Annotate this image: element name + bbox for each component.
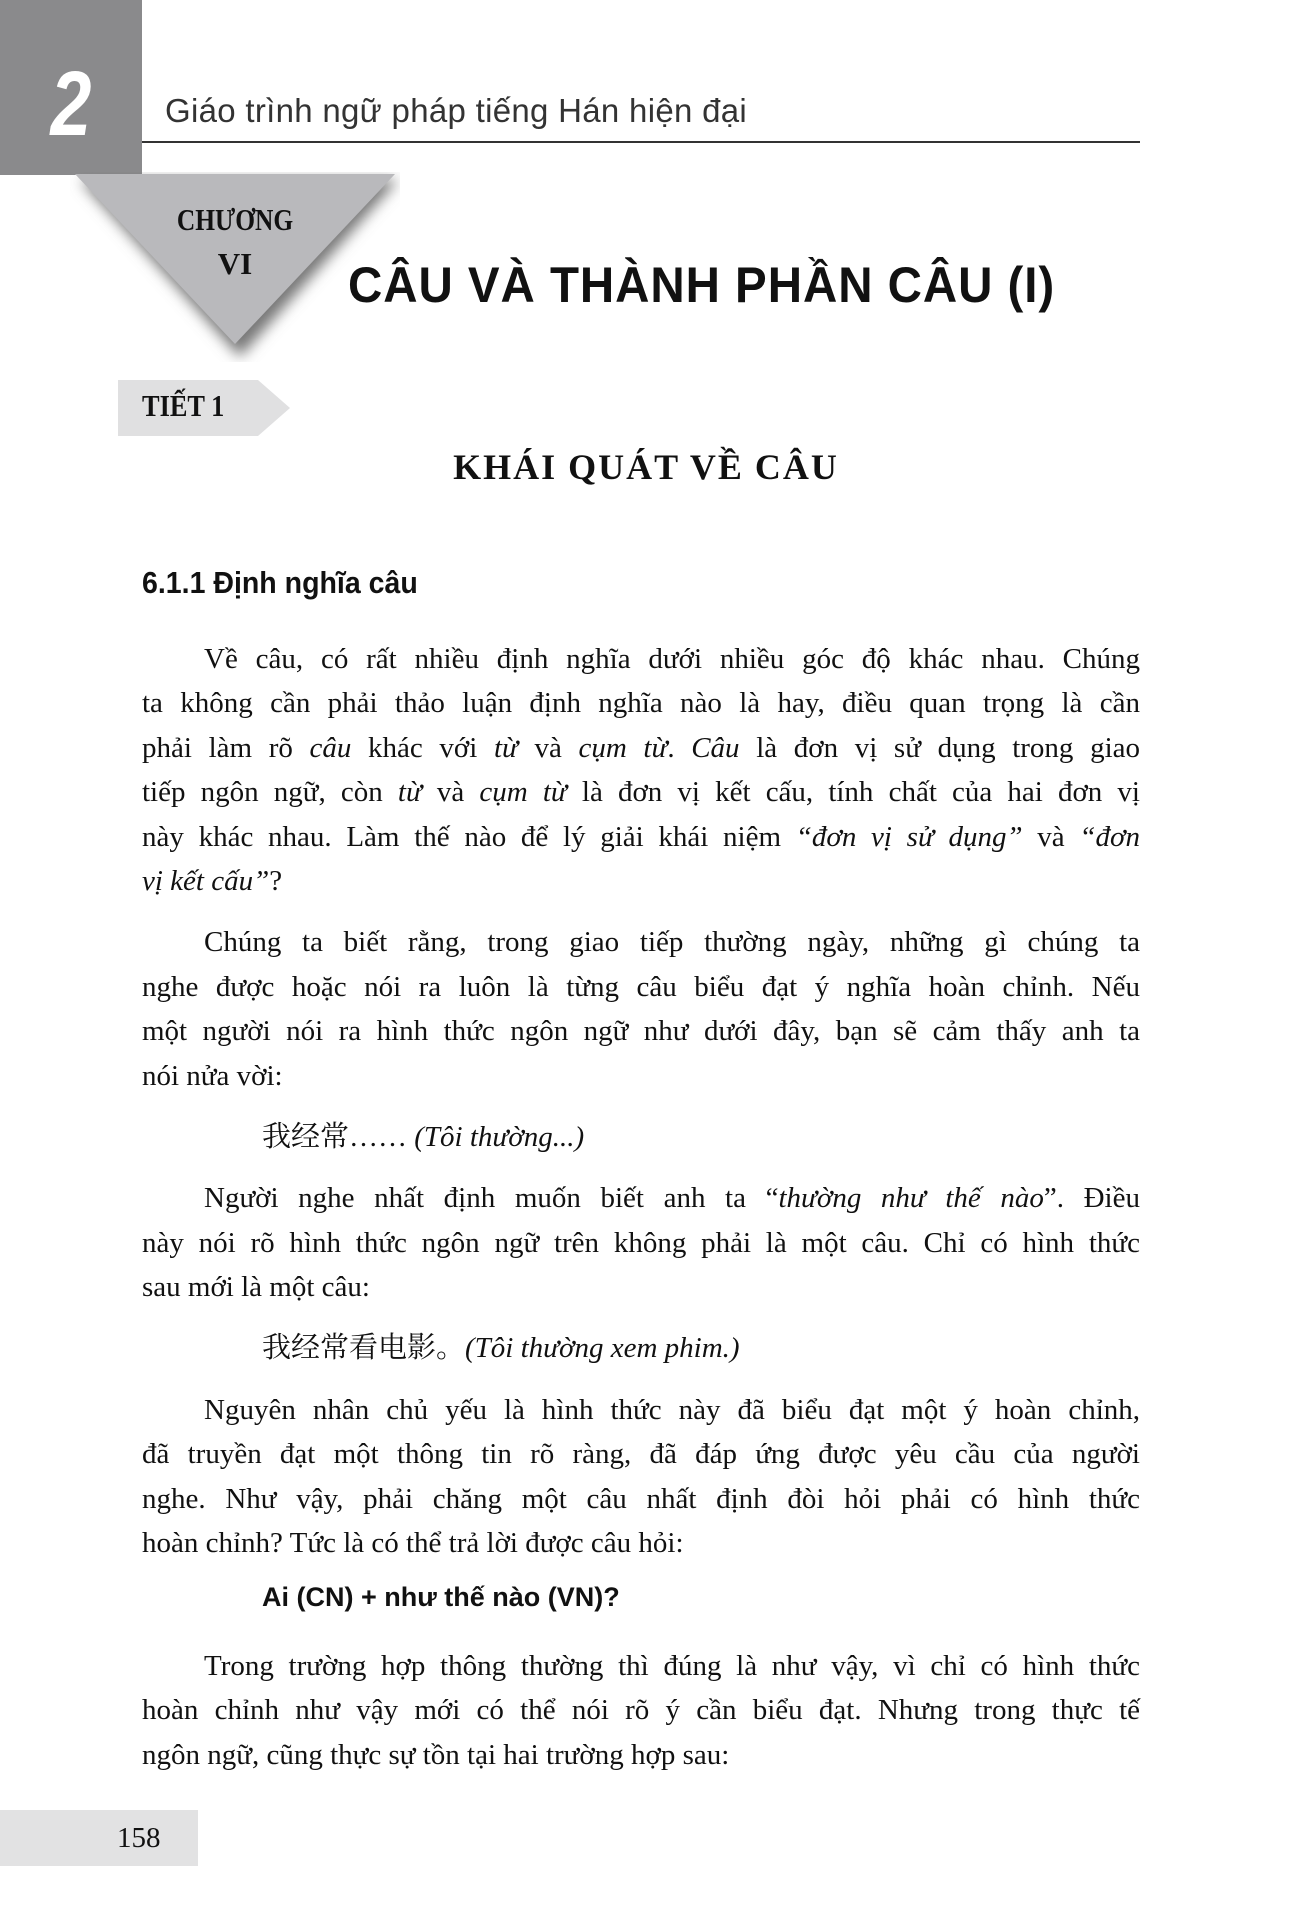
italic-text: “đơn vị sử dụng”	[795, 820, 1023, 853]
italic-text: vị kết cấu”	[142, 864, 270, 897]
text-run: ngôn ngữ, cũng thực sự tồn tại hai trường hợp sau:	[142, 1738, 730, 1771]
text-line	[142, 920, 1140, 964]
text-run: và	[421, 776, 480, 809]
text-run: này khác nhau. Làm thế nào để lý giải khái niệm	[142, 820, 796, 853]
text-run: là đơn vị kết cấu, tính chất của hai đơn vị	[566, 776, 1140, 809]
chapter-number: VI	[217, 246, 253, 281]
page-number: 158	[117, 1822, 161, 1854]
text-run: một người nói ra hình thức ngôn ngữ như dưới đây, bạn sẽ cảm thấy anh ta	[142, 1015, 1140, 1048]
text-line	[142, 1221, 1140, 1265]
subsection-heading: 6.1.1 Định nghĩa câu	[142, 565, 418, 600]
text-line	[142, 1477, 1140, 1521]
text-run: và	[1022, 820, 1080, 853]
text-line	[142, 726, 1140, 770]
text-line	[142, 1176, 1140, 1220]
text-run: này nói rõ hình thức ngôn ngữ trên không phải là một câu. Chỉ có hình thức	[142, 1226, 1140, 1259]
italic-text: (Tôi thường xem phim.)	[465, 1332, 740, 1365]
italic-text: Câu	[691, 731, 740, 764]
italic-text: (Tôi thường...)	[414, 1120, 585, 1153]
text-line	[142, 681, 1140, 725]
text-line	[142, 1644, 1140, 1688]
text-run: nói nửa vời:	[142, 1059, 283, 1092]
text-run: sau mới là một câu:	[142, 1271, 370, 1304]
example-sentence	[142, 1115, 1140, 1159]
book-number: 2	[50, 53, 92, 155]
text-run: Chúng ta biết rằng, trong giao tiếp thường ngày, những gì chúng ta	[204, 926, 1140, 959]
paragraph	[142, 1644, 1140, 1777]
paragraph	[142, 920, 1140, 1098]
italic-text: cụm từ	[479, 776, 567, 809]
text-line	[142, 770, 1140, 814]
chapter-title: CÂU VÀ THÀNH PHẦN CÂU (I)	[348, 257, 1056, 313]
italic-text: thường như thế nào	[778, 1182, 1044, 1215]
text-line	[142, 965, 1140, 1009]
text-run: 我经常看电影。	[262, 1332, 466, 1365]
italic-text: từ	[493, 731, 518, 764]
text-line	[142, 1009, 1140, 1053]
text-line	[142, 1432, 1140, 1476]
italic-text: từ	[397, 776, 422, 809]
text-run: Ai (CN) + như thế nào (VN)?	[262, 1582, 620, 1613]
text-run: ”. Điều	[1043, 1182, 1140, 1215]
text-run: Nguyên nhân chủ yếu là hình thức này đã biểu đạt một ý hoàn chỉnh,	[204, 1393, 1140, 1426]
header-rule	[142, 141, 1140, 143]
text-run: đã truyền đạt một thông tin rõ ràng, đã đáp ứng được yêu cầu của người	[142, 1438, 1140, 1471]
text-line	[142, 1054, 1140, 1098]
text-line	[142, 1265, 1140, 1309]
running-title: Giáo trình ngữ pháp tiếng Hán hiện đại	[165, 92, 748, 129]
page-number-box	[0, 1810, 198, 1866]
text-line	[142, 815, 1140, 859]
section-label: TIẾT 1	[142, 388, 225, 423]
italic-text: “đơn	[1079, 820, 1140, 853]
text-run: nghe. Như vậy, phải chăng một câu nhất định đòi hỏi phải có hình thức	[142, 1482, 1140, 1515]
text-line	[142, 1733, 1140, 1777]
text-line	[142, 1582, 1140, 1626]
paragraph	[142, 1176, 1140, 1309]
italic-text: cụm từ	[578, 731, 668, 764]
text-run: là đơn vị sử dụng trong giao	[739, 731, 1140, 764]
text-line	[142, 859, 1140, 903]
text-run: tiếp ngôn ngữ, còn	[142, 776, 398, 809]
text-run: khác với	[351, 731, 494, 764]
text-run: Trong trường hợp thông thường thì đúng là như vậy, vì chỉ có hình thức	[204, 1649, 1140, 1682]
text-line	[142, 1688, 1140, 1732]
formula	[142, 1582, 1140, 1626]
text-run: hoàn chỉnh như vậy mới có thể nói rõ ý cần biểu đạt. Nhưng trong thực tế	[142, 1694, 1140, 1727]
text-run: Về câu, có rất nhiều định nghĩa dưới nhiều góc độ khác nhau. Chúng	[204, 643, 1140, 675]
body-text	[142, 637, 1140, 1777]
text-run: nghe được hoặc nói ra luôn là từng câu biểu đạt ý nghĩa hoàn chỉnh. Nếu	[142, 970, 1140, 1003]
paragraph	[142, 1388, 1140, 1566]
text-run: ta không cần phải thảo luận định nghĩa nào là hay, điều quan trọng là cần	[142, 687, 1140, 720]
text-run: Người nghe nhất định muốn biết anh ta “	[204, 1182, 779, 1215]
text-run: .	[667, 731, 692, 764]
text-line	[142, 637, 1140, 681]
text-run: phải làm rõ	[142, 731, 310, 764]
text-line	[142, 1115, 1140, 1159]
text-run: ?	[269, 864, 283, 897]
text-line	[142, 1521, 1140, 1565]
example-sentence	[142, 1326, 1140, 1370]
italic-text: câu	[309, 731, 352, 764]
text-run: 我经常……	[262, 1120, 415, 1153]
text-run: hoàn chỉnh? Tức là có thể trả lời được câu hỏi:	[142, 1527, 684, 1560]
text-run: và	[517, 731, 579, 764]
text-line	[142, 1326, 1140, 1370]
chapter-label: CHƯƠNG	[176, 202, 294, 237]
section-title: KHÁI QUÁT VỀ CÂU	[453, 447, 839, 487]
text-line	[142, 1388, 1140, 1432]
paragraph	[142, 637, 1140, 903]
